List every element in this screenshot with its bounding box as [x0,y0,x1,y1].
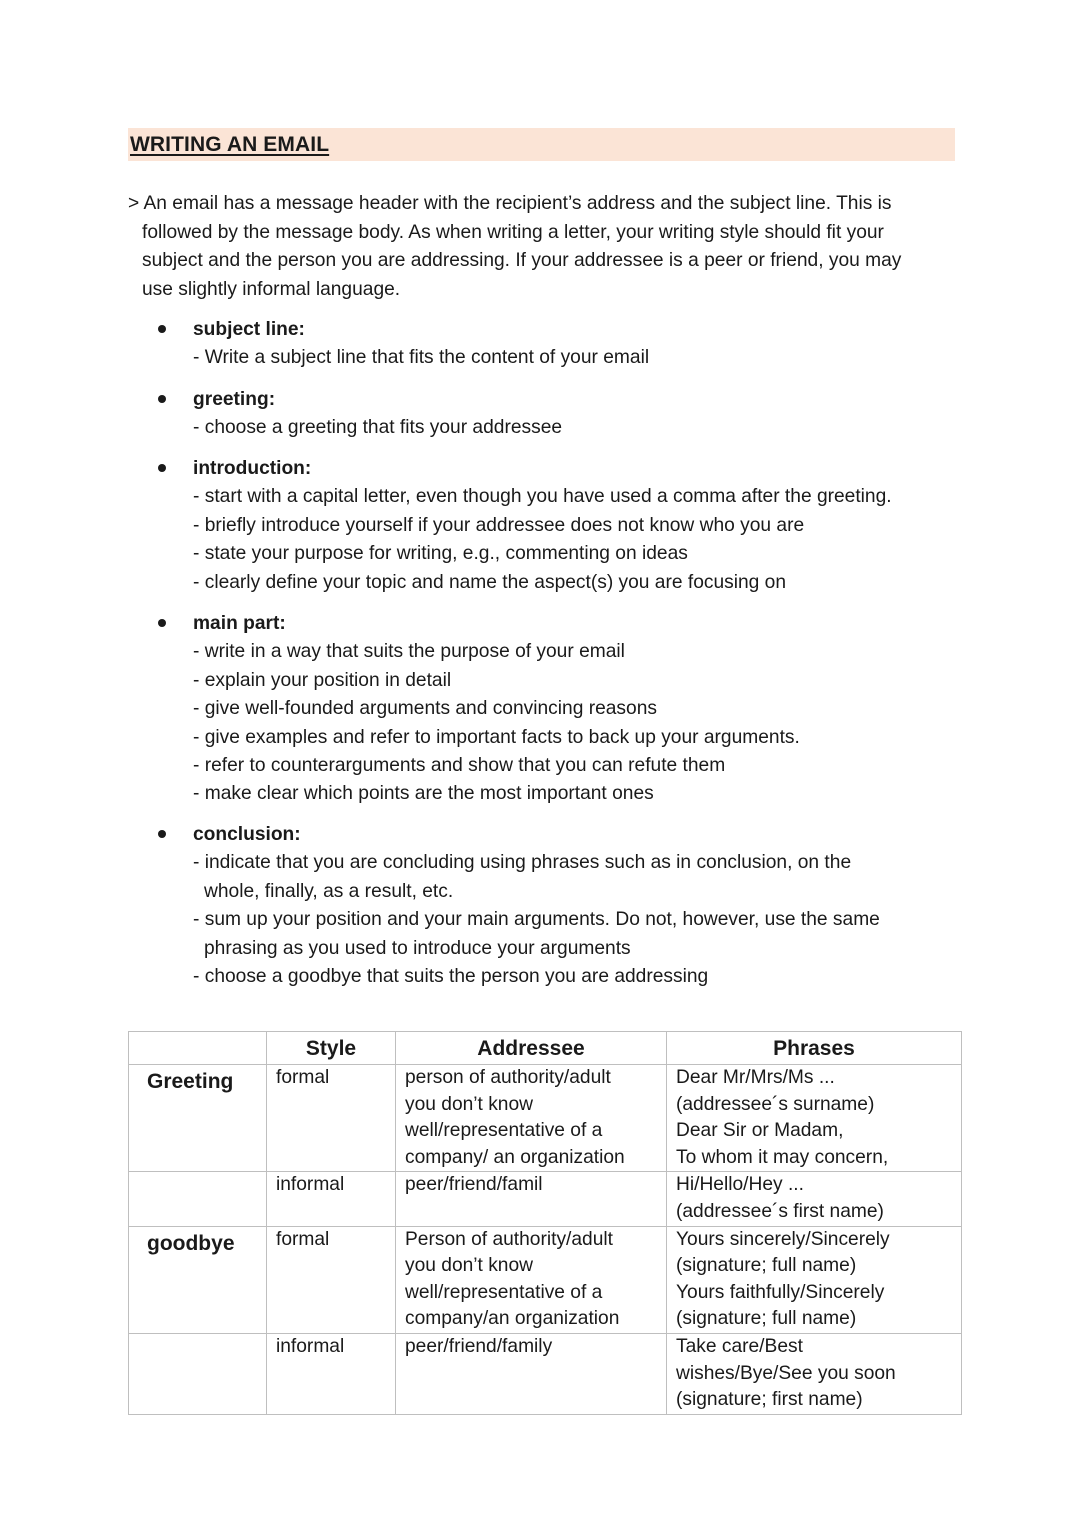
row-phrases [667,1333,962,1414]
addressee-line: well/representative of a [405,1281,603,1303]
table-header-row [129,1032,962,1065]
row-phrases [667,1172,962,1226]
intro-line: subject and the person you are addressing. If your addressee is a peer or friend, you may [142,250,902,272]
section-item: whole, finally, as a result, etc. [204,880,454,902]
phrase-line: Hi/Hello/Hey ... [676,1174,804,1196]
table-header-cell: Addressee [396,1032,667,1065]
phrase-line: Dear Mr/Mrs/Ms ... [676,1067,835,1088]
row-style: informal [267,1333,396,1414]
section-main-part [128,610,958,809]
section-subject-line [128,316,958,373]
addressee-line: you don’t know [405,1093,533,1115]
addressee-line: person of authority/adult [405,1067,611,1088]
section-heading: conclusion: [193,824,301,845]
section-item: - sum up your position and your main arguments. Do not, however, use the same [193,909,880,931]
row-addressee [396,1172,667,1226]
phrase-line: (signature; first name) [676,1389,863,1411]
row-style: informal [267,1172,396,1226]
table-header-cell: Style [267,1032,396,1065]
row-addressee [396,1065,667,1172]
row-style: formal [267,1226,396,1333]
section-item: - state your purpose for writing, e.g., commenting on ideas [193,543,688,565]
section-greeting [128,386,958,443]
section-heading: greeting: [193,389,276,410]
row-addressee [396,1333,667,1414]
intro-line: > An email has a message header with the recipient’s address and the subject line. This is [128,193,892,214]
section-item: - choose a greeting that fits your addressee [193,417,563,439]
section-item: - give examples and refer to important facts to back up your arguments. [193,726,800,748]
section-item: - choose a goodbye that suits the person you are addressing [193,966,709,988]
table-header-cell: Phrases [667,1032,962,1065]
phrase-line: (signature; full name) [676,1308,857,1330]
bullet-icon [158,619,166,627]
phrase-line: (addressee´s surname) [676,1093,875,1115]
row-category [129,1333,267,1414]
phrase-line: wishes/Bye/See you soon [676,1362,896,1384]
table-row [129,1172,962,1226]
phrase-line: Yours sincerely/Sincerely [676,1228,890,1250]
intro-line: followed by the message body. As when writing a letter, your writing style should fit your [142,221,884,243]
phrase-line: Take care/Best [676,1335,803,1357]
section-item: - make clear which points are the most important ones [193,783,654,805]
section-item: - indicate that you are concluding using phrases such as in conclusion, on the [193,852,852,874]
addressee-line: Person of authority/adult [405,1228,613,1250]
addressee-line: peer/friend/famil [405,1174,543,1196]
row-phrases [667,1226,962,1333]
addressee-line: you don’t know [405,1255,533,1277]
row-phrases [667,1065,962,1172]
section-heading: introduction: [193,458,312,479]
section-item: - start with a capital letter, even though you have used a comma after the greeting. [193,486,892,508]
table-header-cell [129,1032,267,1065]
phrase-line: To whom it may concern, [676,1146,889,1168]
section-item: - clearly define your topic and name the aspect(s) you are focusing on [193,571,787,593]
addressee-line: company/ an organization [405,1146,625,1168]
section-item: - give well-founded arguments and convincing reasons [193,698,657,720]
row-category [129,1172,267,1226]
row-category: goodbye [129,1226,267,1333]
bullet-icon [158,325,166,333]
section-item: - Write a subject line that fits the content of your email [193,347,650,369]
section-introduction [128,455,958,597]
addressee-line: well/representative of a [405,1120,603,1142]
bullet-icon [158,830,166,838]
phrase-line: (addressee´s first name) [676,1200,884,1222]
table-row [129,1333,962,1414]
section-heading: main part: [193,613,286,634]
bullet-icon [158,464,166,472]
row-addressee [396,1226,667,1333]
table-row [129,1226,962,1333]
section-item: phrasing as you used to introduce your arguments [204,937,631,959]
phrase-line: Dear Sir or Madam, [676,1120,844,1142]
row-style: formal [267,1065,396,1172]
addressee-line: peer/friend/family [405,1335,553,1357]
section-item: - explain your position in detail [193,669,452,691]
section-item: - write in a way that suits the purpose of your email [193,641,625,663]
section-item: - briefly introduce yourself if your addressee does not know who you are [193,514,805,536]
intro-paragraph [128,190,948,305]
table-row [129,1065,962,1172]
section-item: - refer to counterarguments and show that you can refute them [193,755,726,777]
phrases-table [128,1031,962,1415]
row-category: Greeting [129,1065,267,1172]
page-title: WRITING AN EMAIL [130,133,330,156]
intro-line: use slightly informal language. [142,279,401,301]
section-conclusion [128,821,958,991]
phrase-line: Yours faithfully/Sincerely [676,1281,885,1303]
addressee-line: company/an organization [405,1308,620,1330]
bullet-icon [158,395,166,403]
title-banner [128,128,955,161]
phrase-line: (signature; full name) [676,1255,857,1277]
section-heading: subject line: [193,319,305,340]
